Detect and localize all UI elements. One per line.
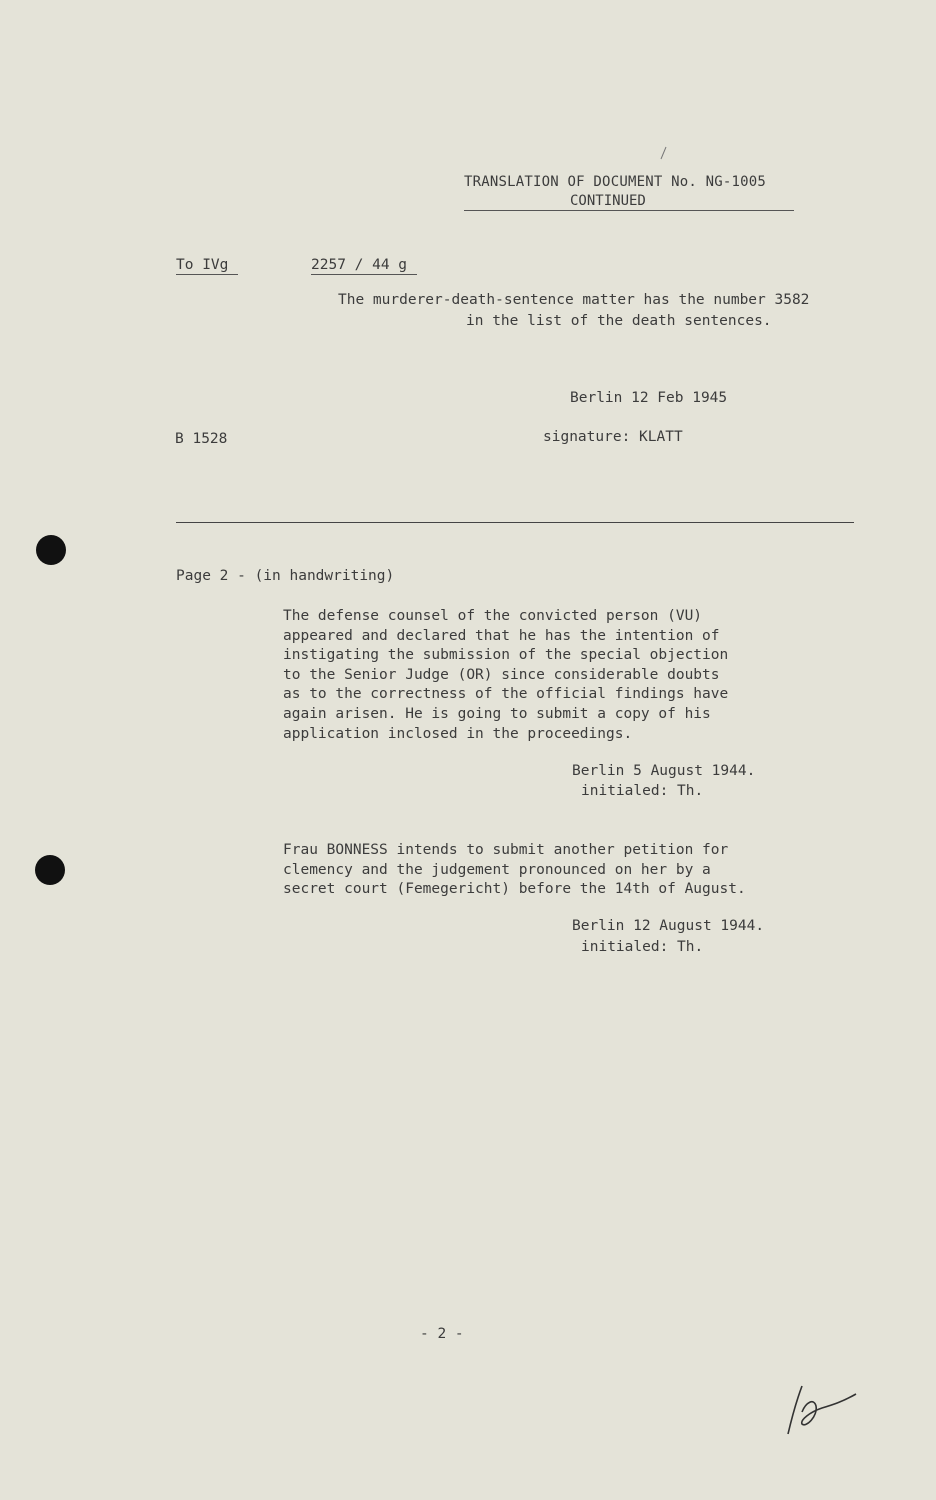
paragraph-clemency-petition: Frau BONNESS intends to submit another petition for clemency and the judgement pronounced on her by a secret court (Femegericht) before the 14th of August.: [283, 842, 746, 898]
note-line-2: in the list of the death sentences.: [466, 313, 772, 329]
note-line-1: The murderer-death-sentence matter has the number 3582: [338, 292, 810, 308]
place-date-2: Berlin 5 August 1944.: [572, 763, 756, 779]
initialed-3: initialed: Th.: [581, 939, 704, 955]
b-number: B 1528: [175, 431, 228, 447]
page2-heading: Page 2 - (in handwriting): [176, 568, 395, 584]
punch-hole-bottom: [35, 855, 65, 885]
document-title: TRANSLATION OF DOCUMENT No. NG-1005: [464, 174, 767, 190]
initialed-2: initialed: Th.: [581, 783, 704, 799]
addressee: To IVg: [176, 257, 229, 273]
addressee-underline: [176, 274, 238, 275]
place-date-1: Berlin 12 Feb 1945: [570, 390, 728, 406]
handwritten-page-mark: [780, 1372, 860, 1442]
reference-underline: [311, 274, 417, 275]
place-date-3: Berlin 12 August 1944.: [572, 918, 765, 934]
reference-number: 2257 / 44 g: [311, 257, 408, 273]
punch-hole-top: [36, 535, 66, 565]
signature-line: signature: KLATT: [543, 429, 683, 445]
page-number: - 2 -: [420, 1326, 464, 1342]
document-subtitle: CONTINUED: [570, 193, 646, 209]
section-divider: [176, 522, 854, 523]
paragraph-defense-counsel: The defense counsel of the convicted person (VU) appeared and declared that he has the intention of instigating the submission of the special objection to the Senior Judge (OR) since considerable doubts as to the correctness of the official findings have again arisen. He is going to submit a copy of his application inclosed in the proceedings.: [283, 608, 729, 742]
title-underline: [464, 210, 794, 211]
pencil-tick-mark: [658, 146, 668, 160]
